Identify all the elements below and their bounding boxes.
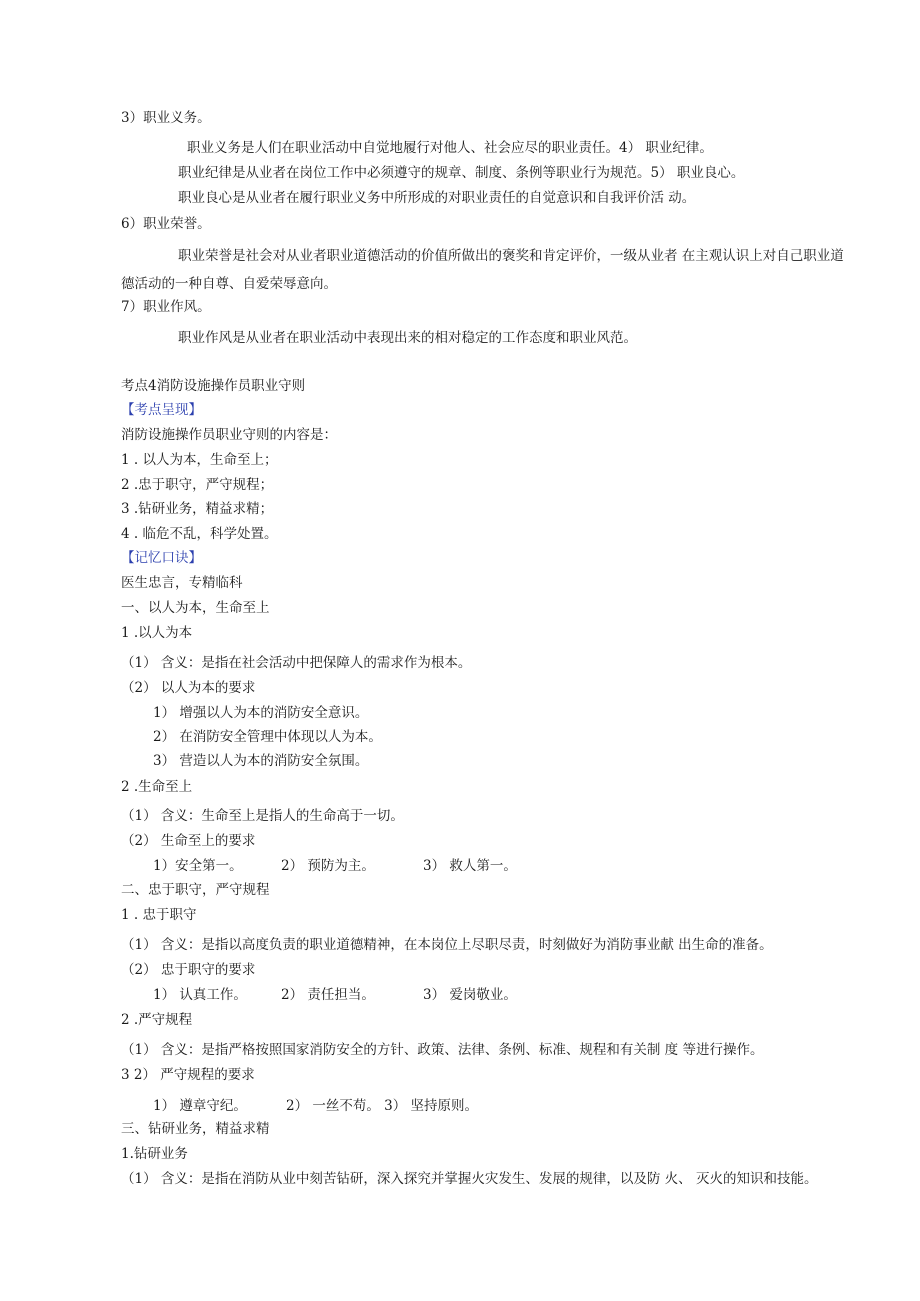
requirement-1-1-b: 2） 在消防安全管理中体现以人为本。 bbox=[153, 729, 382, 745]
paragraph-style: 职业作风是从业者在职业活动中表现出来的相对稳定的工作态度和职业风范。 bbox=[178, 330, 637, 346]
item-3-heading: 3）职业义务。 bbox=[121, 110, 211, 126]
definition-1-1: （1） 含义：是指在社会活动中把保障人的需求作为根本。 bbox=[121, 655, 472, 671]
requirement-2-1-c: 3） 爱岗敬业。 bbox=[423, 987, 517, 1003]
definition-3-1: （1） 含义：是指在消防从业中刻苦钻研，深入探究并掌握火灾发生、发展的规律，以及防 火、 灭火的知识和技能。 bbox=[121, 1171, 818, 1187]
definition-2-1: （1） 含义：是指以高度负责的职业道德精神，在本岗位上尽职尽责，时刻做好为消防事业献 出生命的准备。 bbox=[121, 937, 773, 953]
rule-3: 3 .钻研业务，精益求精； bbox=[121, 501, 274, 517]
paragraph-conscience: 职业良心是从业者在履行职业义务中所形成的对职业责任的自觉意识和自我评价活 动。 bbox=[178, 190, 696, 206]
heading-part-3: 三、钻研业务，精益求精 bbox=[121, 1121, 270, 1137]
rule-2: 2 .忠于职守，严守规程； bbox=[121, 477, 274, 493]
tag-point-presentation: 【考点呈现】 bbox=[121, 402, 202, 418]
requirement-1-2-c: 3） 救人第一。 bbox=[423, 858, 517, 874]
requirement-heading-1-1: （2） 以人为本的要求 bbox=[121, 680, 256, 696]
paragraph-duty: 职业义务是人们在职业活动中自觉地履行对他人、社会应尽的职业责任。4） 职业纪律。 bbox=[187, 140, 713, 156]
tag-memory-mnemonic: 【记忆口诀】 bbox=[121, 550, 202, 566]
item-6-heading: 6）职业荣誉。 bbox=[121, 216, 211, 232]
paragraph-honor: 职业荣誉是社会对从业者职业道德活动的价值所做出的褒奖和肯定评价，一级从业者 在主观认识上对自己职业道德活动的一种自尊、自爱荣辱意向。 bbox=[121, 248, 844, 292]
section-title-point-4: 考点4消防设施操作员职业守则 bbox=[121, 378, 306, 394]
subheading-1-2: 2 .生命至上 bbox=[121, 779, 193, 795]
rules-intro: 消防设施操作员职业守则的内容是： bbox=[121, 427, 337, 443]
definition-2-2: （1） 含义：是指严格按照国家消防安全的方针、政策、法律、条例、标准、规程和有关制 度 等进行操作。 bbox=[121, 1042, 764, 1058]
requirement-2-1-a: 1） 认真工作。 bbox=[153, 987, 247, 1003]
requirement-1-1-a: 1） 增强以人为本的消防安全意识。 bbox=[153, 705, 369, 721]
requirement-2-2-a: 1） 遵章守纪。 bbox=[153, 1098, 247, 1114]
requirement-1-1-c: 3） 营造以人为本的消防安全氛围。 bbox=[153, 753, 369, 769]
subheading-2-1: 1 . 忠于职守 bbox=[121, 907, 197, 923]
requirement-heading-1-2: （2） 生命至上的要求 bbox=[121, 833, 256, 849]
subheading-2-2: 2 .严守规程 bbox=[121, 1012, 193, 1028]
definition-1-2: （1） 含义：生命至上是指人的生命高于一切。 bbox=[121, 808, 404, 824]
subheading-3-1: 1.钻研业务 bbox=[121, 1146, 188, 1162]
rule-4: 4 . 临危不乱，科学处置。 bbox=[121, 526, 278, 542]
requirement-heading-2-2: 3 2） 严守规程的要求 bbox=[121, 1067, 255, 1083]
requirement-2-2-bc: 2） 一丝不苟。 3） 坚持原则。 bbox=[286, 1098, 479, 1114]
requirement-1-2-a: 1）安全第一。 bbox=[153, 858, 243, 874]
requirement-heading-2-1: （2） 忠于职守的要求 bbox=[121, 962, 256, 978]
requirement-2-1-b: 2） 责任担当。 bbox=[281, 987, 375, 1003]
requirement-1-2-b: 2） 预防为主。 bbox=[281, 858, 375, 874]
paragraph-discipline: 职业纪律是从业者在岗位工作中必须遵守的规章、制度、条例等职业行为规范。5） 职业良心。 bbox=[178, 165, 745, 181]
item-7-heading: 7）职业作风。 bbox=[121, 299, 211, 315]
rule-1: 1 . 以人为本，生命至上； bbox=[121, 452, 278, 468]
subheading-1-1: 1 .以人为本 bbox=[121, 625, 193, 641]
mnemonic-text: 医生忠言，专精临科 bbox=[121, 575, 243, 591]
heading-part-2: 二、忠于职守，严守规程 bbox=[121, 882, 270, 898]
heading-part-1: 一、以人为本，生命至上 bbox=[121, 600, 270, 616]
